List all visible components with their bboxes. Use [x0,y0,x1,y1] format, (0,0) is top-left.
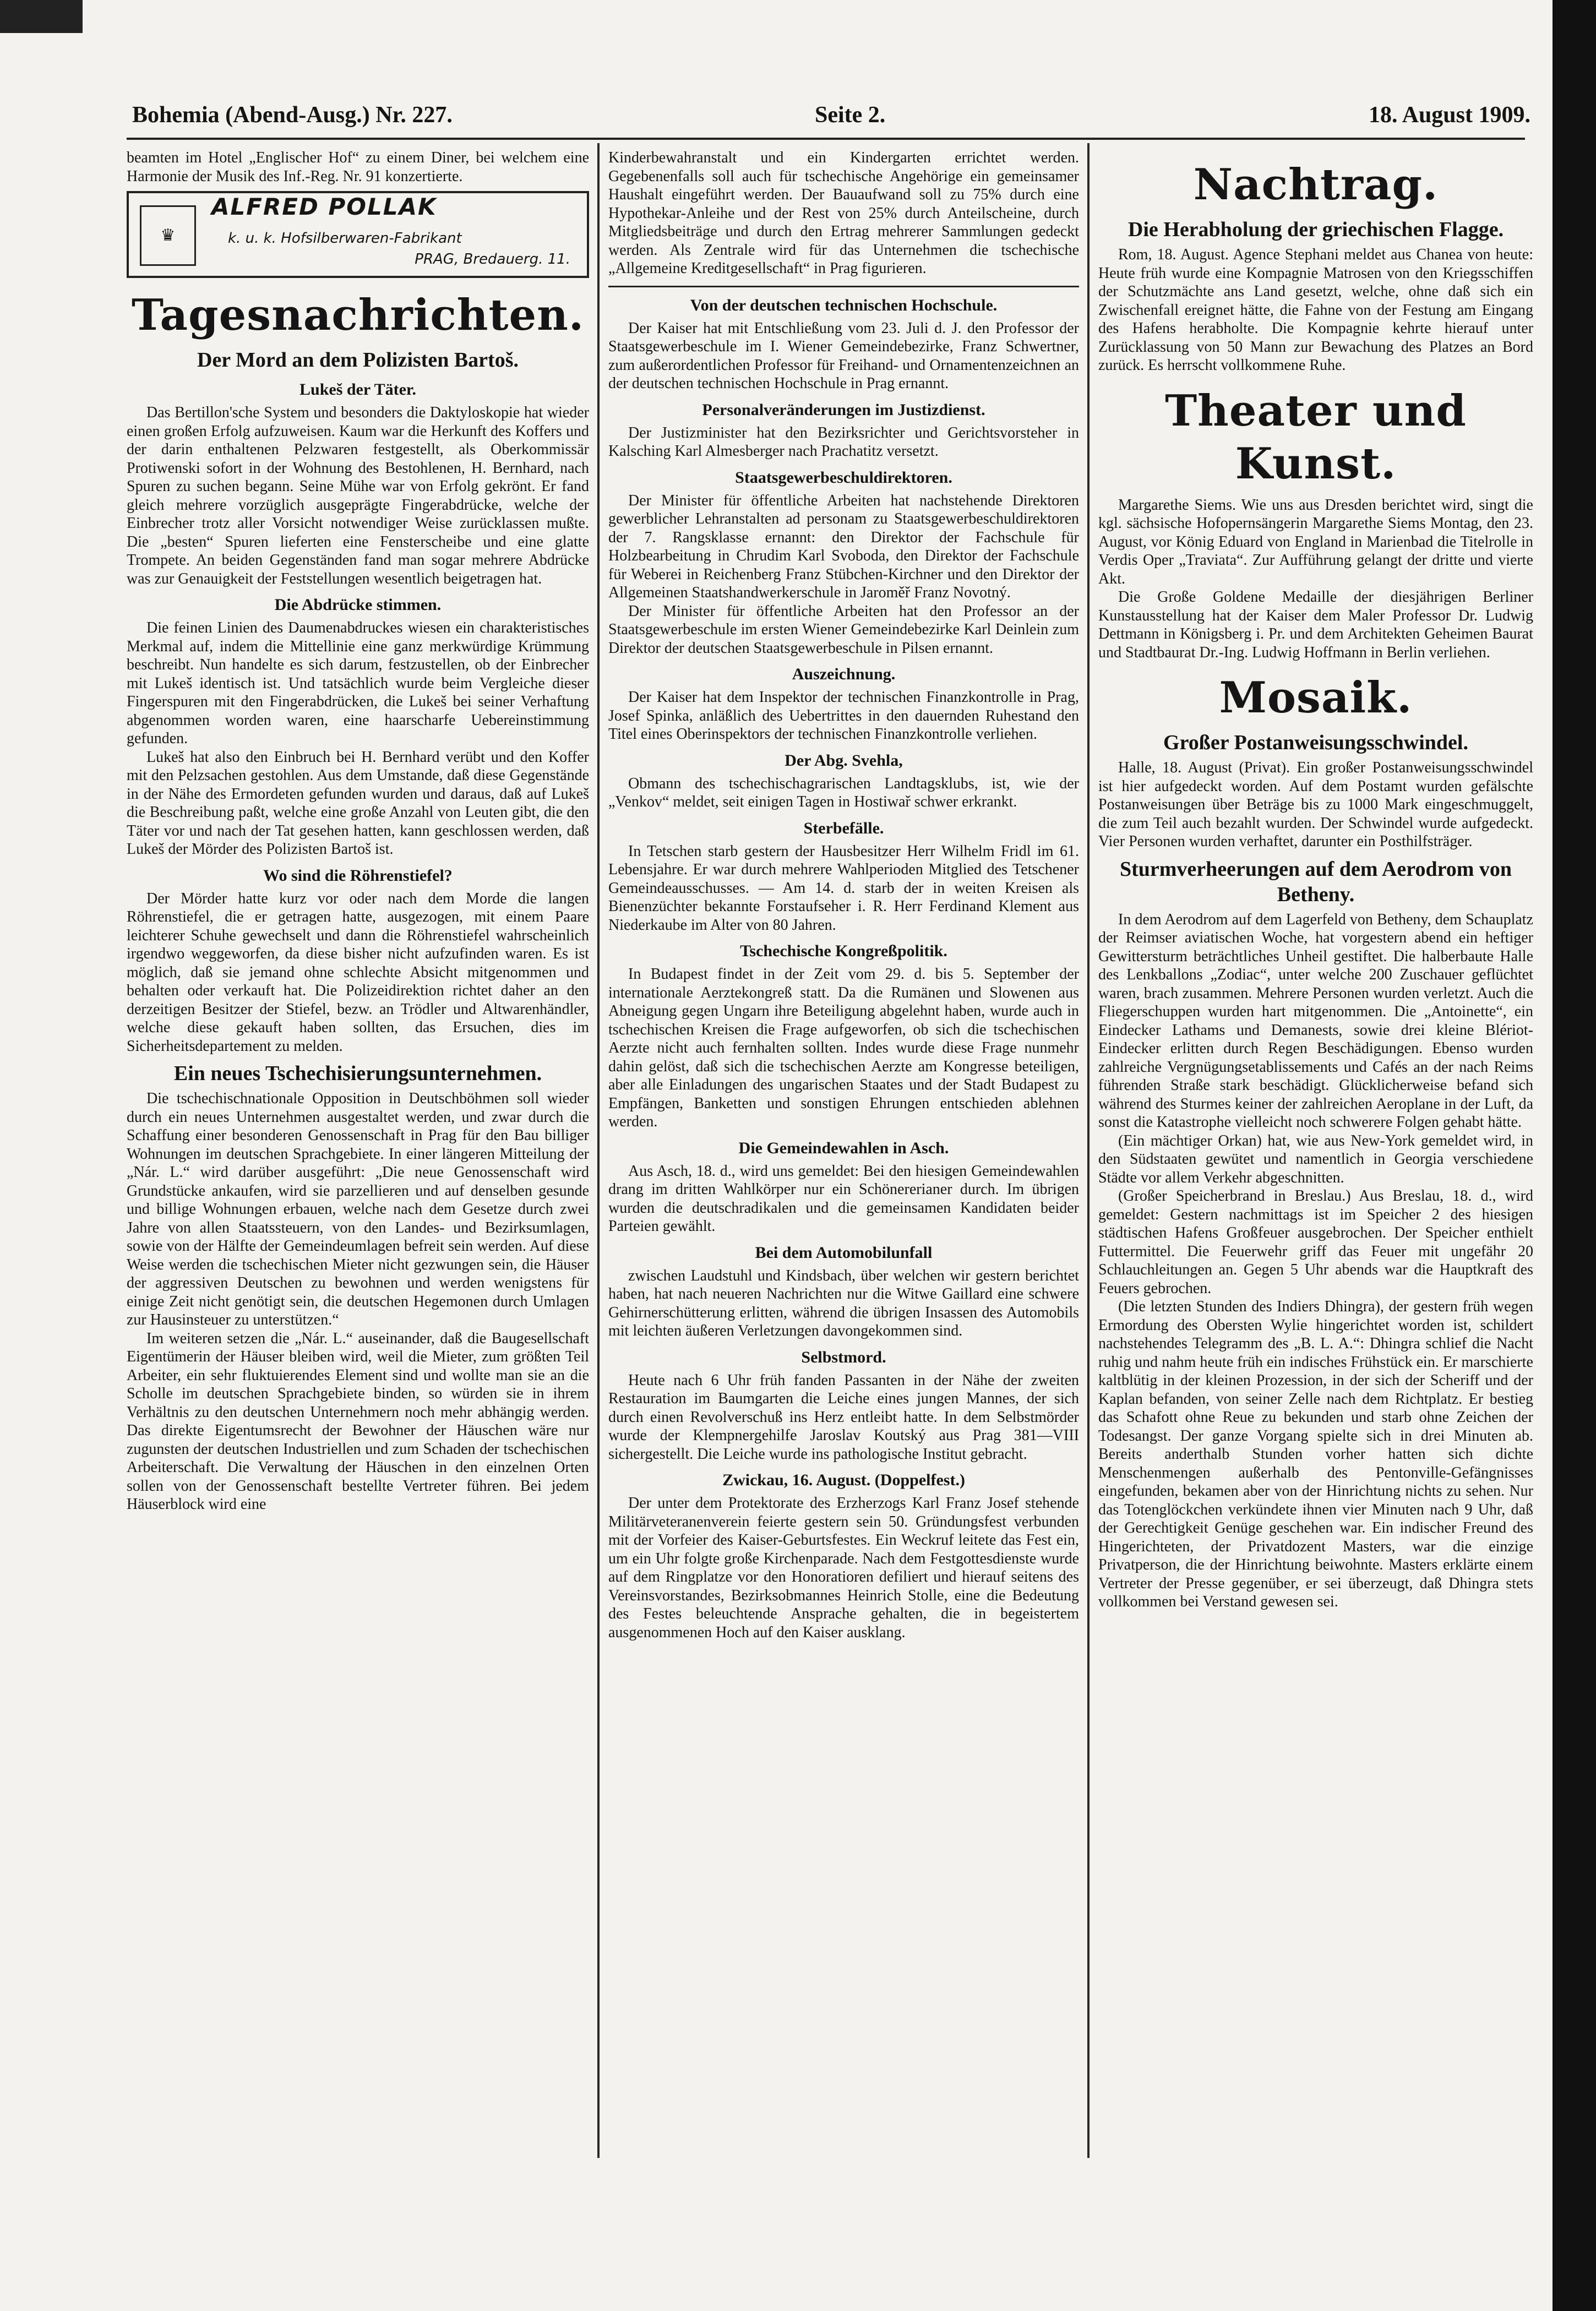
paragraph: Der Minister für öffentliche Arbeiten hat nachstehende Direktoren gewerblicher Lehranstalten ad personam zu Staatsgewerbeschuldirektoren der 7. Rangsklasse ernannt: den Direktor der Fachschule für Holzbearbeitung in Chrudim Karl Svoboda, den Direktor der Fachschule für Weberei in Reichenberg Franz Stübchen-Kirchner und den Direktor der Allgemeinen Staatshandwerkerschule in Jaroměř Franz Novotný. [608,492,1079,601]
section-title-tagesnachrichten: Tagesnachrichten. [131,290,585,340]
column-1 [127,149,589,2163]
paragraph: In Budapest findet in der Zeit vom 29. d. bis 5. September der internationale Aerztekongreß statt. Da die Rumänen und Slowenen aus Abneigung gegen Ungarn ihre Beteiligung abgelehnt haben, wurde auch in tschechischen Kreisen die Frage aufgeworfen, ob sich die tschechischen Aerzte nicht auch fernhalten sollten. Indes wurde diese Frage nunmehr dahin gelöst, daß sich die tschechischen Aerzte am Kongresse beteiligen, aber alle Einladungen des ungarischen Staates und der Stadt Budapest zu Empfängen, Banketten und sonstigen Ehrungen entschieden ablehnen werden. [608,966,1079,1130]
column-2 [608,149,1079,2163]
headline-staatsgewerbe: Staatsgewerbeschuldirektoren. [735,468,952,487]
paragraph: Die tschechischnationale Opposition in Deutschböhmen soll wieder durch ein neues Unternehmen ausgestaltet werden, und zwar durch die Schaffung einer besonderen Genossenschaft in Prag für den Bau billiger Wohnungen im deutschen Sprachgebiete. In einer längeren Mitteilung der „Nár. L.“ wird darüber ausgeführt: „Die neue Genossenschaft wird Grundstücke ankaufen, wird sie parzellieren und auf denselben gesunde und billige Wohnungen erbauen, welche nach dem Gesetze durch zwei Jahre von allen Staatssteuern, von den Landes- und Bezirksumlagen, sowie von der Hälfte der Gemeindeumlagen befreit sein werden. Auf diese Weise werden die tschechischen Mieter nicht gezwungen sein, die Häuser der aggressiven Deutschen zu bewohnen und werden wenigstens für einige Zeit nicht genötigt sein, die deutschen Hegemonen durch Umlagen zur Hausinsteuer zu unterstützen.“ [127,1090,589,1328]
paragraph: Aus Asch, 18. d., wird uns gemeldet: Bei den hiesigen Gemeindewahlen drang im dritten Wahlkörper nur ein Schönererianer durch. Im übrigen wurden die deutschradikalen und die gemeinsamen Kandidaten beider Parteien gewählt. [608,1162,1079,1235]
paragraph: Obmann des tschechischagrarischen Landtagsklubs, ist, wie der „Venkov“ meldet, seit einigen Tagen in Hostiwař schwer erkrankt. [608,775,1079,810]
section-title-theater: Theater und Kunst. [1165,385,1467,489]
column-rule-2 [1087,143,1090,2158]
paragraph: (Ein mächtiger Orkan) hat, wie aus New-York gemeldet wird, in den Südstaaten gewütet und namentlich in Georgia verschiedene Städte vor allem Verkehr abgeschnitten. [1098,1132,1533,1186]
page-header [132,102,1530,135]
headline-svehla: Der Abg. Svehla, [785,751,903,770]
paragraph: In dem Aerodrom auf dem Lagerfeld von Betheny, dem Schauplatz der Reimser aviatischen Woche, hat vorgestern abend ein heftiger Gewittersturm beträchtliches Unheil gestiftet. Die halberbaute Halle des Lenkballons „Zodiac“, unter welche 200 Zuschauer geflüchtet waren, brach zusammen. Mehrere Personen wurden verletzt. Auch die Fliegerschuppen wurden hart mitgenommen. Die „Antoinette“, ein Eindecker Lathams und Demanests, sowie drei kleine Blériot-Eindecker erlitten durch Regen Beschädigungen. Ebenso wurden zahlreiche Vergnügungsetablissements und Cafés an der nach Reims führenden Straße stark beschädigt. Glücklicherweise befand sich während des Sturmes keiner der zahlreichen Aeroplane in der Luft, da sonst die Katastrophe vielleicht noch schwerere Folgen gehabt hätte. [1098,911,1533,1131]
paragraph: Die feinen Linien des Daumenabdruckes wiesen ein charakteristisches Merkmal auf, indem die Mittellinie eine ganz merkwürdige Krümmung beschreibt. Nun handelte es sich darum, festzustellen, ob der Einbrecher mit Lukeš identisch ist. Und tatsächlich wurde beim Vergleiche dieser Fingerspuren mit den Fingerabdrücken, die Lukeš bei seiner Verhaftung abgenommen worden waren, eine haarscharfe Uebereinstimmung gefunden. [127,619,589,747]
paragraph: Halle, 18. August (Privat). Ein großer Postanweisungsschwindel ist hier aufgedeckt worden. Auf dem Postamt wurden gefälschte Postanweisungen über Beträge bis zu 1000 Mark eingeschmuggelt, die zum Teil auch bezahlt wurden. Der Schwindel wurde aufgedeckt. Vier Personen wurden verhaftet, darunter ein Posthilfsträger. [1098,759,1533,850]
header-masthead: Bohemia (Abend-Ausg.) Nr. 227. [132,102,453,128]
silverware-icon: ♛ [140,205,196,266]
paragraph: Im weiteren setzen die „Nár. L.“ auseinander, daß die Baugesellschaft Eigentümerin der Häuser bleiben wird, weil die Mieter, zum größten Teil Arbeiter, ein sehr fluktuierendes Element sind und wollte man sie an die Scholle im deutschen Sprachgebiete binden, so würden sie in ihrem Verhältnis zu den deutschen Unternehmern noch mehr abhängig werden. Das direkte Eigentumsrecht der Bewohner der Häuschen wäre nur zugunsten der deutschen Industriellen und zum Schaden der tschechischen Arbeiterschaft. Die Verwaltung der Häuschen in den einzelnen Orten sollen von der Genossenschaft bestellte Vertreter führen. Bei jedem Häuserblock wird eine [127,1329,589,1513]
paragraph: Heute nach 6 Uhr früh fanden Passanten in der Nähe der zweiten Restauration im Baumgarten die Leiche eines jungen Mannes, der sich durch einen Revolverschuß ins Herz entleibt hatte. In dem Selbstmörder wurde der Klempnergehilfe Jaroslav Koutský aus Prag 381—VIII sichergestellt. Die Leiche wurde ins pathologische Institut gebracht. [608,1371,1079,1463]
article-continuation: beamten im Hotel „Englischer Hof“ zu einem Diner, bei welchem eine Harmonie der Musik des Inf.-Reg. Nr. 91 konzertierte. [127,149,589,185]
header-rule [127,138,1525,140]
headline-hochschule: Von der deutschen technischen Hochschule. [690,296,998,314]
headline-personal: Personalveränderungen im Justizdienst. [702,400,985,419]
section-title-mosaik: Mosaik. [1219,673,1413,723]
column-rule-1 [597,143,600,2158]
headline-mord: Der Mord an dem Polizisten Bartoš. [197,348,519,372]
paragraph: Die Große Goldene Medaille der diesjährigen Berliner Kunstausstellung hat der Kaiser dem Maler Professor Dr. Ludwig Dettmann in Königsberg i. Pr. und dem Architekten Geheimen Baurat und Stadtbaurat Dr.-Ing. Ludwig Hoffmann in Berlin verliehen. [1098,588,1533,661]
headline-automobilunfall: Bei dem Automobilunfall [755,1243,933,1262]
ad-subtitle: k. u. k. Hofsilberwaren-Fabrikant [228,230,462,247]
section-title-nachtrag: Nachtrag. [1193,160,1439,210]
scan-border-right [1553,0,1596,2311]
headline-auszeichnung: Auszeichnung. [792,665,896,683]
headline-sterbefaelle: Sterbefälle. [803,819,884,837]
headline-kongresspolitik: Tschechische Kongreßpolitik. [740,942,947,960]
headline-selbstmord: Selbstmord. [801,1348,886,1366]
scan-border-top [0,0,83,33]
column-3 [1098,149,1533,2163]
paragraph: Margarethe Siems. Wie uns aus Dresden berichtet wird, singt die kgl. sächsische Hofopernsängerin Margarethe Siems Montag, den 23. August, vor König Eduard von England in Marienbad die Titelrolle in Verdis Oper „Traviata“. Zur Aufführung gelangt der dritte und vierte Akt. [1098,496,1533,587]
header-date: 18. August 1909. [1368,102,1530,128]
paragraph: Lukeš hat also den Einbruch bei H. Bernhard verübt und den Koffer mit den Pelzsachen gestohlen. Aus dem Umstande, daß diese Gegenstände in der Nähe des Ermordeten gefunden wurden und daraus, daß auf Lukeš die Beschreibung paßt, welche eine große Anzahl von Leuten gibt, die den Täter vor und nach der Tat gesehen hatten, kann geschlossen werden, daß Lukeš der Mörder des Polizisten Bartoš ist. [127,748,589,858]
subhead-lukes: Lukeš der Täter. [299,380,416,399]
headline-sturm: Sturmverheerungen auf dem Aerodrom von Betheny. [1119,857,1512,906]
paragraph: In Tetschen starb gestern der Hausbesitzer Herr Wilhelm Fridl im 61. Lebensjahre. Er war durch mehrere Wahlperioden Mitglied des Tetschener Gemeindeausschusses. — Am 14. d. starb der in weiten Kreisen als Bienenzüchter bekannte Forstaufseher i. R. Herr Ferdinand Klement aus Niederkaube im Alter von 80 Jahren. [608,842,1079,934]
paragraph: (Die letzten Stunden des Indiers Dhingra), der gestern früh wegen Ermordung des Obersten Wylie hingerichtet worden ist, schildert nachstehendes Telegramm des „B. L. A.“: Dhingra schlief die Nacht ruhig und nahm heute früh ein indisches Frühstück ein. Er marschierte kaltblütig in der kleinen Prozession, in der sich der Scheriff und der Kaplan befanden, von seiner Zelle nach dem Richtplatz. Er bestieg das Schafott ohne Reue zu bekunden und starb ohne Zeichen der Todesangst. Der ganze Vorgang spielte sich in drei Minuten ab. Bereits anderthalb Stunden vorher hatten sich dichte Menschenmengen außerhalb des Pentonville-Gefängnisses eingefunden, bekamen aber von der Hinrichtung nichts zu sehen. Nur das Totenglöckchen verkündete ihnen vier Minuten nach 9 Uhr, daß der Gerechtigkeit Genüge geschehen war. Ein indischer Freund des Hingerichteten, der Privatdozent Masters, war die einzige Privatperson, die der Hinrichtung beiwohnte. Masters erklärte einem Vertreter der Presse gegenüber, er sei überzeugt, daß Dhingra stets vollkommen bei Verstand gewesen sei. [1098,1298,1533,1610]
paragraph: Der Mörder hatte kurz vor oder nach dem Morde die langen Röhrenstiefel, die er getragen hatte, ausgezogen, mit einem Paare leichterer Schuhe gewechselt und dann die Röhrenstiefel wahrscheinlich irgendwo weggeworfen, da diese bisher nicht aufzufinden waren. Es ist möglich, daß sie jemand ohne schlechte Absicht mitgenommen und behalten oder verkauft hat. Die Polizeidirektion richtet daher an den derzeitigen Besitzer der Stiefel, bezw. an Trödler und Altwarenhändler, welche diese gekauft haben sollten, das Ersuchen, dies im Sicherheitsdepartement zu melden. [127,890,589,1055]
paragraph: zwischen Laudstuhl und Kindsbach, über welchen wir gestern berichtet haben, hat nach neueren Nachrichten nur die Witwe Gaillard eine schwere Gehirnerschütterung erlitten, während die übrigen Insassen des Automobils mit leichten äußeren Verletzungen davongekommen sind. [608,1267,1079,1339]
paragraph: Der Minister für öffentliche Arbeiten hat den Professor an der Staatsgewerbeschule im ersten Wiener Gemeindebezirke Karl Deinlein zum Direktor der deutschen Staatsgewerbeschule in Pilsen ernannt. [608,602,1079,657]
header-page-number: Seite 2. [815,102,886,128]
paragraph: Der Justizminister hat den Bezirksrichter und Gerichtsvorsteher in Kalsching Karl Almesberger nach Prachatitz versetzt. [608,424,1079,460]
headline-postanweisung: Großer Postanweisungsschwindel. [1163,731,1468,754]
paragraph: (Großer Speicherbrand in Breslau.) Aus Breslau, 18. d., wird gemeldet: Gestern nachmittags ist im Speicher 2 des hiesigen städtischen Hafens Großfeuer ausgebrochen. Der Speicher enthielt Futtermittel. Die Feuerwehr griff das Feuer mit ungefähr 20 Schlauchleitungen an. Gegen 5 Uhr abends war die Hauptkraft des Feuers gebrochen. [1098,1187,1533,1297]
headline-tschechisierung: Ein neues Tschechisierungsunternehmen. [173,1062,542,1085]
paragraph: Der Kaiser hat dem Inspektor der technischen Finanzkontrolle in Prag, Josef Spinka, anläßlich des Uebertrittes in den dauernden Ruhestand den Titel eines Oberinspektors der technischen Finanzkontrolle verliehen. [608,689,1079,743]
ad-address: PRAG, Bredauerg. 11. [415,251,570,268]
headline-gemeindewahlen: Die Gemeindewahlen in Asch. [738,1138,949,1157]
subhead-abdruecke: Die Abdrücke stimmen. [274,596,442,614]
subhead-stiefel: Wo sind die Röhrenstiefel? [263,866,453,885]
ad-name: ALFRED POLLAK [211,193,437,220]
paragraph: Das Bertillon'sche System und besonders die Daktyloskopie hat wieder einen großen Erfolg aufzuweisen. Kaum war die Herkunft des Koffers und der darin enthaltenen Pelzwaren festgestellt, als Oberkommissär Protiwenski sofort in der Wohnung des Bestohlenen, H. Bernhard, nach Spuren zu suchen begann. Seine Mühe war von Erfolg gekrönt. Er fand gleich mehrere vorzüglich ausgeprägte Fingerabdrücke, welche der Einbrecher trotz aller Vorsicht notwendiger Weise zurücklassen mußte. Die „besten“ Spuren lieferten eine Fensterscheibe und eine glatte Trompete. An beiden Gegenständen fand man sogar mehrere Abdrücke was zur Genauigkeit der Feststellungen wesentlich beigetragen hat. [127,404,589,587]
paragraph: Der Kaiser hat mit Entschließung vom 23. Juli d. J. den Professor der Staatsgewerbeschule im I. Wiener Gemeindebezirke, Franz Schwertner, zum außerordentlichen Professor für Freihand- und Ornamentenzeichnen an der deutschen technischen Hochschule in Prag ernannt. [608,319,1079,392]
headline-flagge: Die Herabholung der griechischen Flagge. [1127,218,1504,241]
headline-zwickau: Zwickau, 16. August. (Doppelfest.) [722,1471,965,1489]
article-continuation: Kinderbewahranstalt und ein Kindergarten errichtet werden. Gegebenenfalls soll auch für tschechische Angehörige ein gemeinsamer Haushalt eingeführt werden. Der Bauaufwand soll zu 75% durch eine Hypothekar-Anleihe und der Rest von 25% durch Anteilscheine, durch Mitgliedsbeiträge und durch den Ertrag mehrerer Sammlungen gedeckt werden. Als Zentrale wird für das Unternehmen die tschechische „Allgemeine Kreditgesellschaft“ in Prag figurieren. [608,149,1079,277]
paragraph: Rom, 18. August. Agence Stephani meldet aus Chanea von heute: Heute früh wurde eine Kompagnie Matrosen von den Kriegsschiffen der Schutzmächte ans Land gesetzt, welche, ohne daß sich ein Zwischenfall ereignet hätte, die Fahne von der Festung am Eingang des Hafens herabholte. Die Kompagnie kehrte hierauf unter Zurücklassung von 50 Mann zur Bewachung des Platzes an Bord zurück. Es herrscht vollkommene Ruhe. [1098,246,1533,374]
paragraph: Der unter dem Protektorate des Erzherzogs Karl Franz Josef stehende Militärveteranenverein feierte gestern sein 50. Gründungsfest verbunden mit der Vorfeier des Kaiser-Geburtsfestes. Ein Weckruf leitete das Fest ein, um ein Uhr folgte große Kirchenparade. Nach dem Festgottesdienste wurde auf dem Ringplatze vor den Honoratioren defiliert und hierauf seitens des Vereinsvorstandes, Bezirksobmannes Heinrich Stolle, eine die Bedeutung des Festes beleuchtende Ansprache gehalten, die in begeistertem ausgenommenen Hoch auf den Kaiser ausklang. [608,1495,1079,1641]
advertisement [127,191,589,278]
divider [608,286,1079,287]
